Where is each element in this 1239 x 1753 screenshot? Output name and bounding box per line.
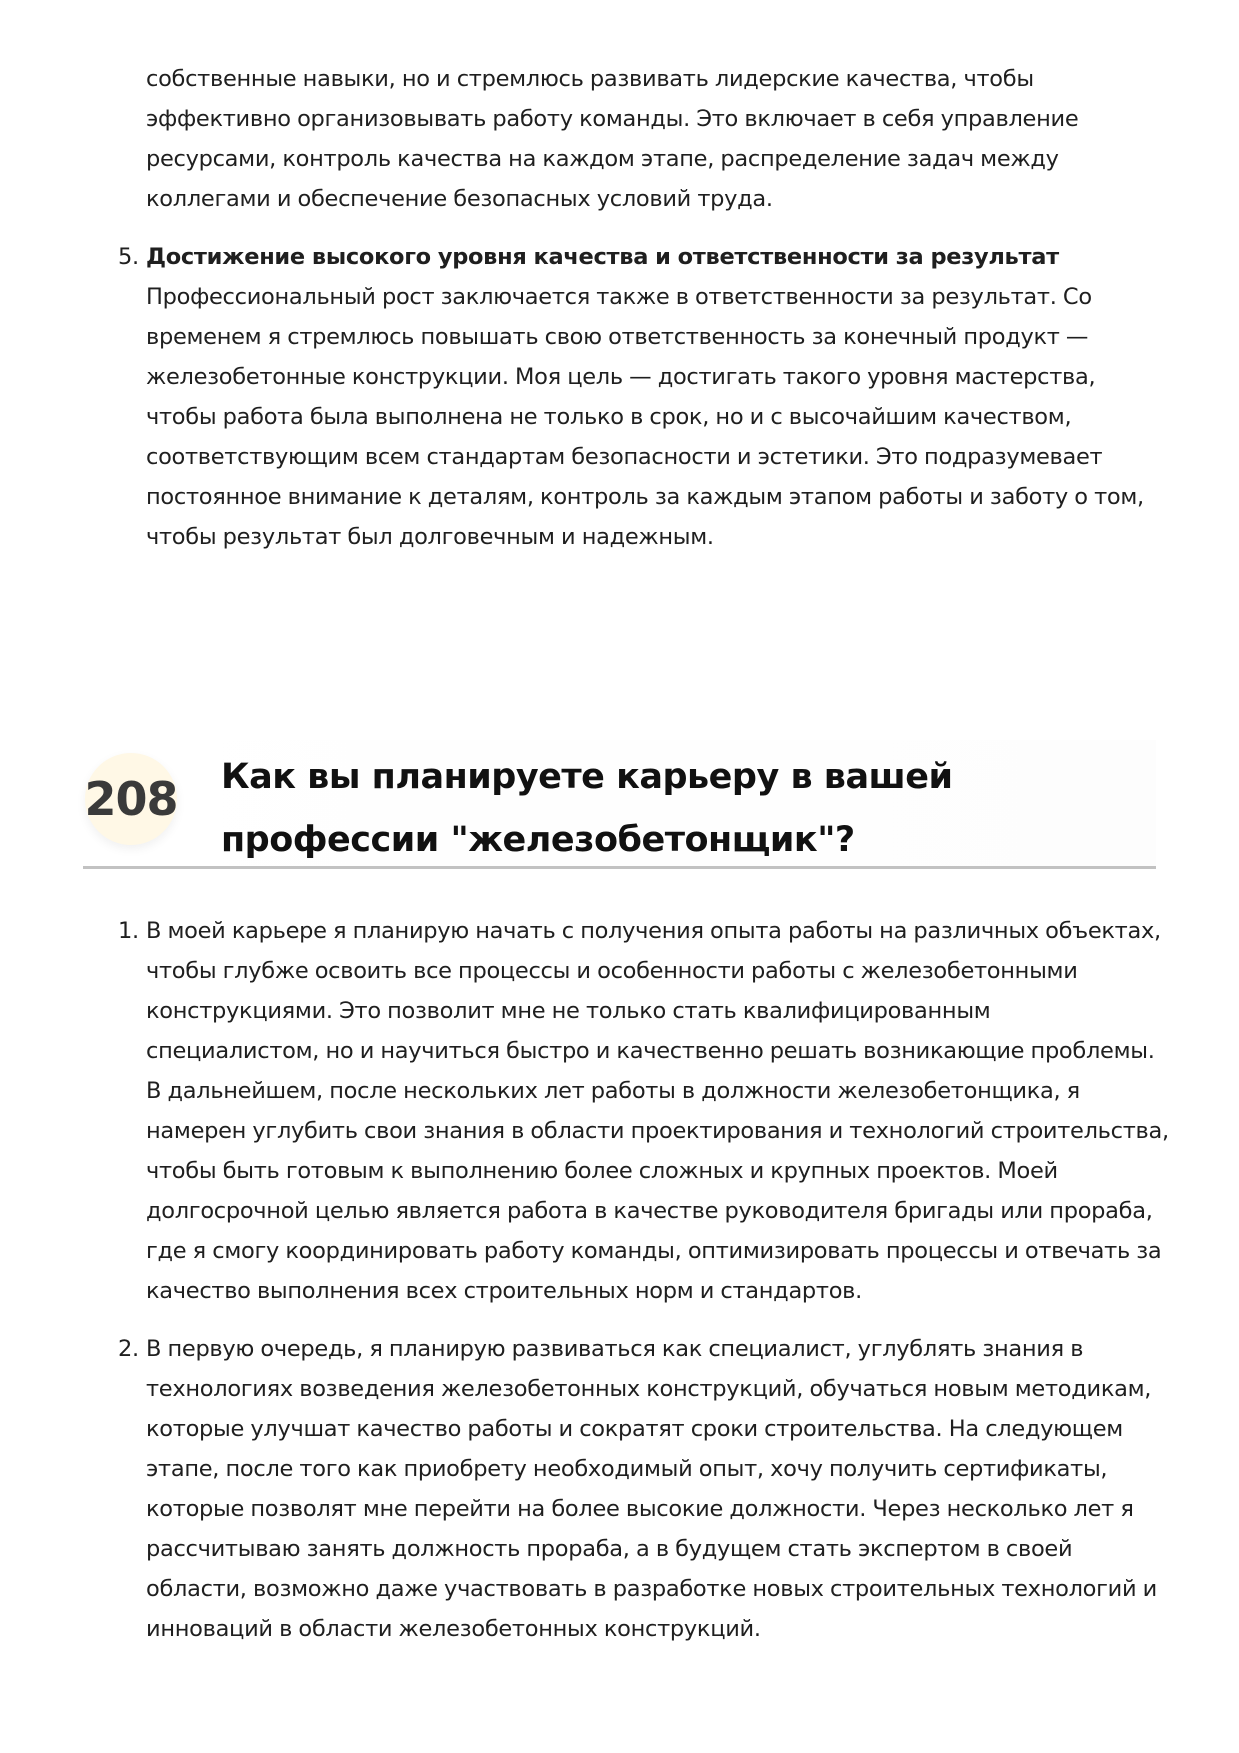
question-header <box>83 740 1156 870</box>
list-item <box>0 237 1239 557</box>
previous-answer-list <box>0 59 1239 557</box>
list-item-number: 2. <box>118 1336 139 1362</box>
list-item-text: собственные навыки, но и стремлюсь развивать лидерские качества, чтобы эффективно организовывать работу команды. Это включает в себя управление ресурсами, контроль качества на каждом этапе, распределение задач между коллегами и обеспечение безопасных условий труда. <box>146 66 1079 212</box>
list-item-continued <box>0 59 1239 219</box>
answer-list <box>0 911 1239 1649</box>
list-item-number: 1. <box>118 918 139 944</box>
list-item-text: В моей карьере я планирую начать с получения опыта работы на различных объектах, чтобы глубже освоить все процессы и особенности работы с железобетонными конструкциями. Это позволит мне не только стать квалифицированным специалистом, но и научиться быстро и качественно решать возникающие проблемы. В дальнейшем, после нескольких лет работы в должности железобетонщика, я намерен углубить свои знания в области проектирования и технологий строительства, чтобы быть готовым к выполнению более сложных и крупных проектов. Моей долгосрочной целью является работа в качестве руководителя бригады или прораба, где я смогу координировать работу команды, оптимизировать процессы и отвечать за качество выполнения всех строительных норм и стандартов. <box>146 918 1169 1304</box>
question-title: Как вы планируете карьеру в вашей профессии "железобетонщик"? <box>221 757 953 860</box>
list-item-number: 5. <box>118 244 139 270</box>
list-item <box>0 1329 1239 1649</box>
list-item <box>0 911 1239 1311</box>
header-divider <box>83 866 1156 869</box>
question-number-badge: 208 <box>85 753 177 845</box>
list-item-text: В первую очередь, я планирую развиваться как специалист, углублять знания в технологиях возведения железобетонных конструкций, обучаться новым методикам, которые улучшат качество работы и сократят сроки строительства. На следующем этапе, после того как приобрету необходимый опыт, хочу получить сертификаты, которые позволят мне перейти на более высокие должности. Через несколько лет я рассчитываю занять должность прораба, а в будущем стать экспертом в своей области, возможно даже участвовать в разработке новых строительных технологий и инноваций в области железобетонных конструкций. <box>146 1336 1157 1642</box>
list-item-text: Профессиональный рост заключается также в ответственности за результат. Со временем я стремлюсь повышать свою ответственность за конечный продукт — железобетонные конструкции. Моя цель — достигать такого уровня мастерства, чтобы работа была выполнена не только в срок, но и с высочайшим качеством, соответствующим всем стандартам безопасности и эстетики. Это подразумевает постоянное внимание к деталям, контроль за каждым этапом работы и заботу о том, чтобы результат был долговечным и надежным. <box>146 284 1144 550</box>
list-item-title: Достижение высокого уровня качества и ответственности за результат <box>146 244 1059 270</box>
